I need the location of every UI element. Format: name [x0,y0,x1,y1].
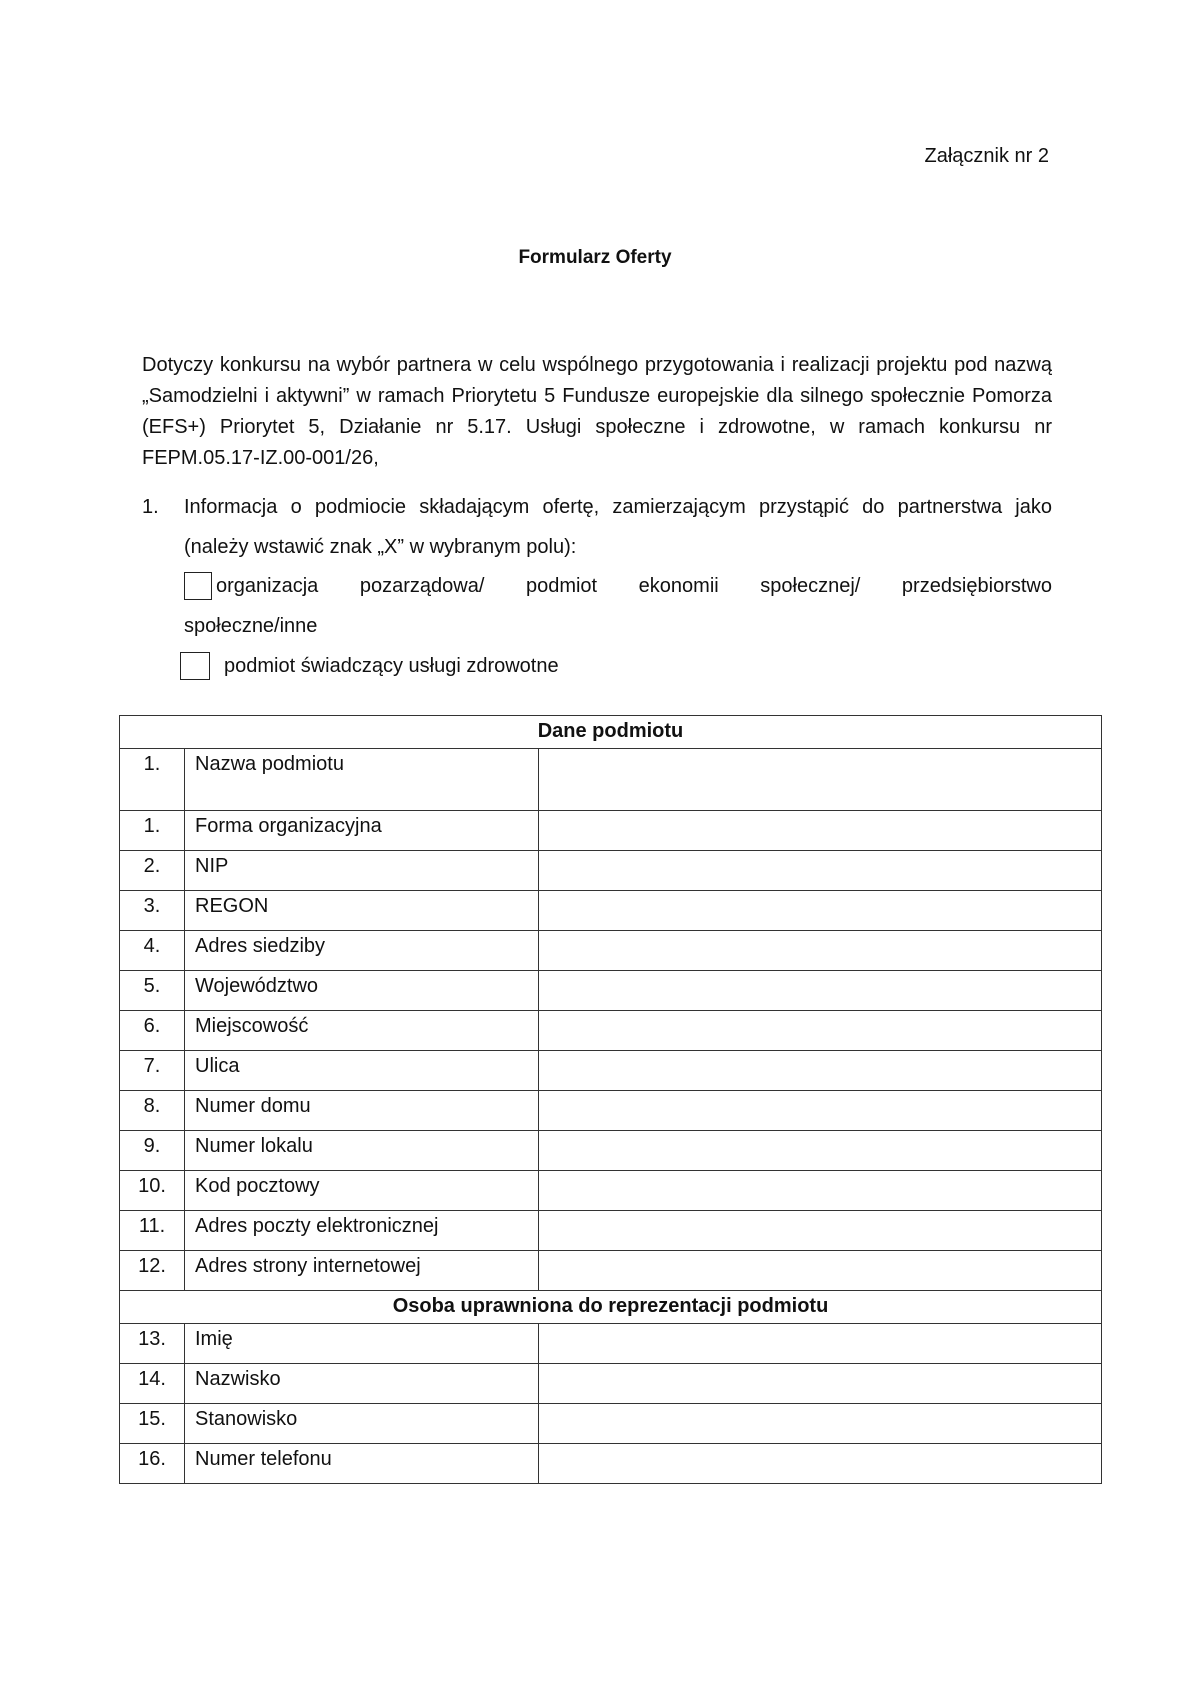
row-value-field[interactable] [539,1171,1102,1211]
row-label: NIP [185,851,539,891]
option-health [180,646,559,686]
option-word: podmiot [525,575,598,597]
table-row [120,1324,1102,1364]
table-row [120,1404,1102,1444]
row-number: 10. [120,1171,185,1211]
row-label: Adres siedziby [185,931,539,971]
row-value-field[interactable] [539,971,1102,1011]
row-value-field[interactable] [539,931,1102,971]
row-label: Forma organizacyjna [185,811,539,851]
row-value-field[interactable] [539,851,1102,891]
row-label: Kod pocztowy [185,1171,539,1211]
row-value-field[interactable] [539,1091,1102,1131]
section-header-representative: Osoba uprawniona do reprezentacji podmiotu [120,1291,1102,1324]
row-number: 9. [120,1131,185,1171]
option-word: przedsiębiorstwo [901,575,1052,597]
row-label: Imię [185,1324,539,1364]
row-value-field[interactable] [539,1444,1102,1484]
row-label: Numer lokalu [185,1131,539,1171]
row-number: 8. [120,1091,185,1131]
table-row [120,931,1102,971]
row-label: Numer domu [185,1091,539,1131]
option-word: pozarządowa/ [359,575,485,597]
row-value-field[interactable] [539,1364,1102,1404]
option-word: społecznej/ [760,575,861,597]
row-number: 5. [120,971,185,1011]
row-number: 16. [120,1444,185,1484]
row-label: Adres poczty elektronicznej [185,1211,539,1251]
option-ngo-line1 [184,566,1052,606]
option-ngo-line2: społeczne/inne [184,615,318,637]
row-number: 1. [120,811,185,851]
row-value-field[interactable] [539,1131,1102,1171]
table-row [120,1091,1102,1131]
row-label: Miejscowość [185,1011,539,1051]
table-row [120,749,1102,811]
option-word: ekonomii [638,575,719,597]
row-number: 14. [120,1364,185,1404]
table-row [120,891,1102,931]
table-row [120,811,1102,851]
row-value-field[interactable] [539,1251,1102,1291]
point-number: 1. [142,496,159,518]
intro-paragraph: Dotyczy konkursu na wybór partnera w celu wspólnego przygotowania i realizacji projektu pod nazwą „Samodzielni i aktywni” w ramach Priorytetu 5 Fundusze europejskie dla silnego społecznie Pomorza (EFS+) Priorytet 5, Działanie nr 5.17. Usługi społeczne i zdrowotne, w ramach konkursu nr FEPM.05.17-IZ.00-001/26, [142,354,1052,469]
row-label: Stanowisko [185,1404,539,1444]
row-number: 6. [120,1011,185,1051]
table-row [120,1131,1102,1171]
row-label: Województwo [185,971,539,1011]
option-health-label: podmiot świadczący usługi zdrowotne [224,655,559,677]
section-header-entity: Dane podmiotu [120,716,1102,749]
row-label: Nazwa podmiotu [185,749,539,811]
row-label: Ulica [185,1051,539,1091]
checkbox-ngo[interactable] [184,572,212,600]
table-row [120,1364,1102,1404]
table-row [120,1011,1102,1051]
row-value-field[interactable] [539,891,1102,931]
row-number: 2. [120,851,185,891]
table-row [120,851,1102,891]
row-label: Nazwisko [185,1364,539,1404]
row-number: 1. [120,749,185,811]
entity-data-table [119,715,1102,1484]
row-value-field[interactable] [539,1404,1102,1444]
row-number: 12. [120,1251,185,1291]
row-value-field[interactable] [539,811,1102,851]
point-1 [142,487,1052,567]
row-number: 3. [120,891,185,931]
table-row [120,971,1102,1011]
row-number: 13. [120,1324,185,1364]
row-label: Adres strony internetowej [185,1251,539,1291]
row-number: 11. [120,1211,185,1251]
attachment-number: Załącznik nr 2 [924,145,1049,167]
page-title: Formularz Oferty [518,247,672,268]
row-number: 4. [120,931,185,971]
option-ngo [184,566,1052,646]
row-value-field[interactable] [539,1051,1102,1091]
row-label: REGON [185,891,539,931]
table-row [120,1171,1102,1211]
table-row [120,1051,1102,1091]
table-row [120,1211,1102,1251]
checkbox-health[interactable] [180,652,210,680]
row-value-field[interactable] [539,749,1102,811]
option-word: organizacja [216,575,319,597]
table-row [120,1444,1102,1484]
row-number: 15. [120,1404,185,1444]
row-value-field[interactable] [539,1011,1102,1051]
table-row [120,1251,1102,1291]
row-value-field[interactable] [539,1324,1102,1364]
row-value-field[interactable] [539,1211,1102,1251]
row-number: 7. [120,1051,185,1091]
row-label: Numer telefonu [185,1444,539,1484]
point-text: Informacja o podmiocie składającym ofertę, zamierzającym przystąpić do partnerstwa jako (należy wstawić znak „X” w wybranym polu): [184,496,1052,558]
